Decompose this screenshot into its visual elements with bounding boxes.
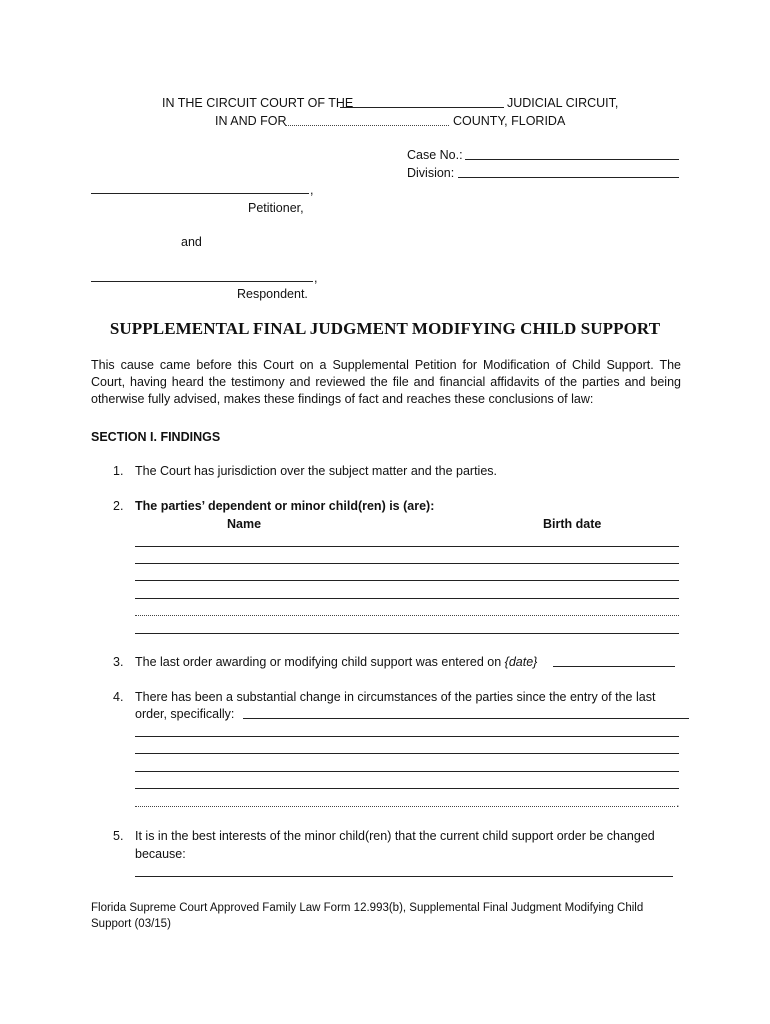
last-order-date-field[interactable]: [553, 666, 675, 667]
finding-last-order: [135, 654, 537, 670]
change-detail-line[interactable]: [135, 736, 679, 737]
child-row-line[interactable]: [135, 615, 679, 616]
child-row-line[interactable]: [135, 598, 679, 599]
change-detail-line[interactable]: [135, 753, 679, 754]
county-field[interactable]: [285, 125, 449, 126]
column-name-header: Name: [227, 517, 262, 531]
child-row-line[interactable]: [135, 563, 679, 564]
column-birth-date-header: Birth date: [543, 517, 602, 531]
division-field[interactable]: [458, 177, 679, 178]
date-placeholder: {date}: [504, 655, 538, 669]
because-label: because:: [135, 847, 186, 861]
county-prefix: IN AND FOR: [215, 114, 287, 128]
child-row-line[interactable]: [135, 546, 679, 547]
judicial-circuit-field[interactable]: [340, 107, 504, 108]
and-label: and: [181, 235, 202, 249]
case-no-label: Case No.:: [407, 148, 463, 162]
intro-paragraph: This cause came before this Court on a Supplemental Petition for Modification of Child Support. The Court, having heard the testimony and reviewed the file and financial affidavits of the parties and being otherwise fully advised, makes these findings of fact and reaches these conclusions of law:: [91, 358, 681, 406]
petitioner-comma: ,: [310, 183, 314, 197]
item-number: 2.: [113, 499, 124, 513]
finding-best-interests: It is in the best interests of the minor child(ren) that the current child support order be changed: [135, 829, 655, 843]
item-number: 4.: [113, 690, 124, 704]
item-number: 1.: [113, 464, 124, 478]
respondent-name-field[interactable]: [91, 281, 313, 282]
court-header-prefix: IN THE CIRCUIT COURT OF THE: [162, 96, 354, 110]
county-suffix: COUNTY, FLORIDA: [453, 114, 566, 128]
form-footer: Florida Supreme Court Approved Family Law Form 12.993(b), Supplemental Final Judgment Modifying Child Support (03/15): [91, 902, 644, 930]
item-number: 3.: [113, 655, 124, 669]
child-row-line[interactable]: [135, 580, 679, 581]
child-row-line[interactable]: [135, 633, 679, 634]
end-period: .: [676, 796, 680, 810]
finding-children: The parties’ dependent or minor child(ren) is (are):: [135, 499, 435, 513]
item-number: 5.: [113, 829, 124, 843]
specifically-label: order, specifically:: [135, 707, 235, 721]
petitioner-name-field[interactable]: [91, 193, 309, 194]
respondent-label: Respondent.: [237, 287, 308, 301]
finding-jurisdiction: The Court has jurisdiction over the subject matter and the parties.: [135, 464, 497, 478]
change-detail-line[interactable]: [135, 788, 679, 789]
finding-change-circumstances: There has been a substantial change in circumstances of the parties since the entry of the last: [135, 690, 656, 704]
respondent-comma: ,: [314, 271, 318, 285]
change-detail-line[interactable]: [135, 771, 679, 772]
division-label: Division:: [407, 166, 455, 180]
change-detail-line[interactable]: [135, 806, 675, 807]
document-title: SUPPLEMENTAL FINAL JUDGMENT MODIFYING CHILD SUPPORT: [109, 319, 661, 338]
petitioner-label: Petitioner,: [248, 201, 304, 215]
best-interests-reason-line[interactable]: [135, 876, 673, 877]
change-detail-field[interactable]: [243, 718, 689, 719]
section-heading: SECTION I. FINDINGS: [91, 430, 221, 444]
case-no-field[interactable]: [465, 159, 679, 160]
court-header-suffix: JUDICIAL CIRCUIT,: [507, 96, 619, 110]
last-order-text: The last order awarding or modifying child support was entered on: [135, 655, 502, 669]
